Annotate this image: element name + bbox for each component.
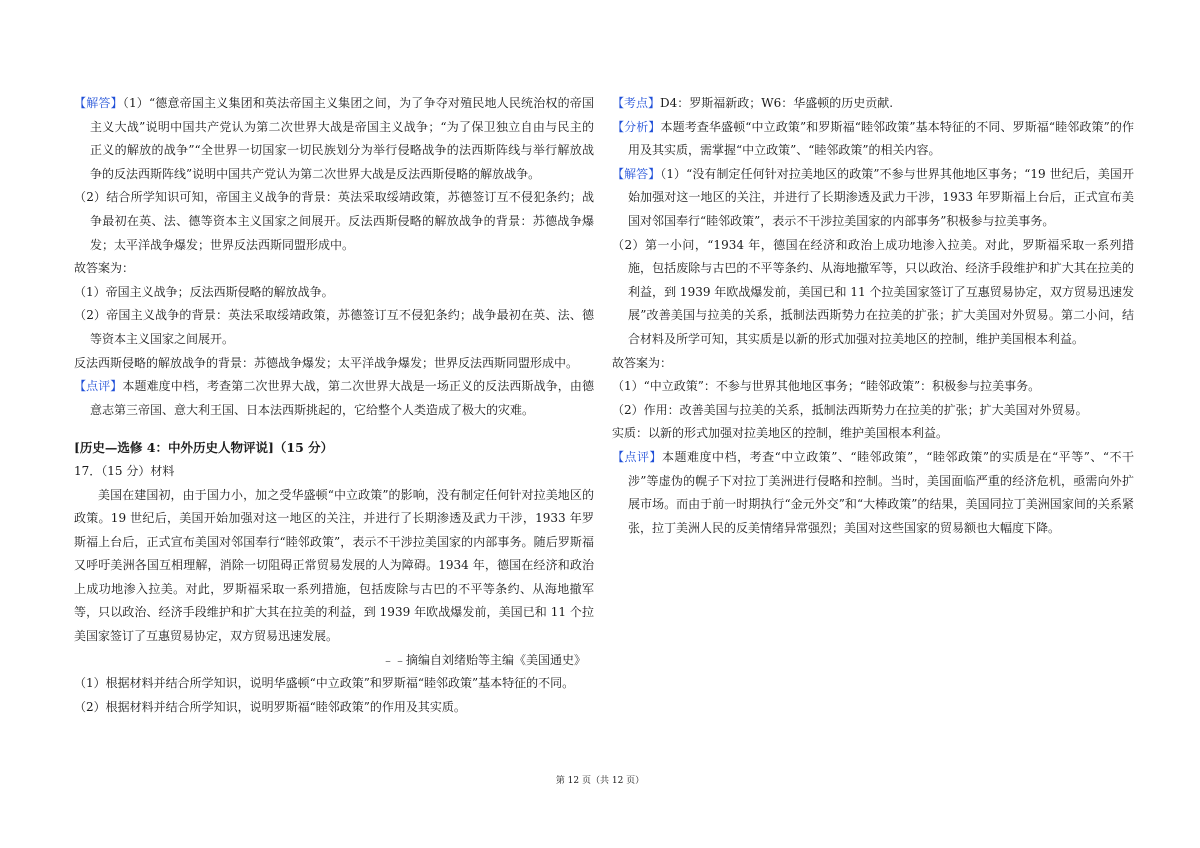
answer-item-1: （1）帝国主义战争；反法西斯侵略的解放战争。 (74, 284, 334, 299)
jieda-tag: 【解答】 (612, 166, 661, 181)
answer-paragraph-2: （2）结合所学知识可知，帝国主义战争的背景：英法采取绥靖政策，苏德签订互不侵犯条约；战争最初在英、法、德等资本主义国家之间展开。反法西斯侵略的解放战争的背景：苏德战争爆发；太平洋战争爆发；世界反法西斯同盟形成中。 (74, 190, 594, 252)
answer-right-3: 实质：以新的形式加强对拉美地区的控制，维护美国根本利益。 (612, 426, 949, 441)
dianping-tag: 【点评】 (612, 449, 663, 464)
fenxi-tag: 【分析】 (612, 119, 661, 134)
answer-label-right: 故答案为： (612, 355, 673, 370)
question-2: （2）根据材料并结合所学知识，说明罗斯福“睦邻政策”的作用及其实质。 (74, 699, 466, 714)
answer-label: 故答案为： (74, 261, 135, 276)
question-1: （1）根据材料并结合所学知识，说明华盛顿“中立政策”和罗斯福“睦邻政策”基本特征的不同。 (74, 676, 575, 691)
jieda-paragraph-2: （2）第一小问，“1934 年，德国在经济和政治上成功地渗入拉美。对此，罗斯福采取一系列措施，包括废除与古巴的不平等条约、从海地撤军等，只以政治、经济手段维护和扩大其在拉美的利益，到 1939 年欧战爆发前，美国已和 11 个拉美国家签订了互惠贸易协定，双方贸易迅速发展”改善美国与拉美的关系，抵制法西斯势力在拉美的扩张；扩大美国对外贸易。第二小问，结合材料及所学可知，其实质是以新的形式加强对拉美地区的控制，维护美国根本利益。 (612, 237, 1134, 346)
kaodian-tag: 【考点】 (612, 96, 661, 110)
section-title: [历史—选修 4：中外历史人物评说]（15 分） (74, 440, 334, 456)
answer-item-2: （2）帝国主义战争的背景：英法采取绥靖政策，苏德签订互不侵犯条约；战争最初在英、法、德等资本主义国家之间展开。 (74, 308, 594, 346)
answer-right-2: （2）作用：改善美国与拉美的关系，抵制法西斯势力在拉美的扩张；扩大美国对外贸易。 (612, 402, 1088, 417)
answer-paragraph-1: 【解答】（1）“德意帝国主义集团和英法帝国主义集团之间，为了争夺对殖民地人民统治权的帝国主义大战”说明中国共产党认为第二次世界大战是帝国主义战争；“为了保卫独立自由与民主的正义的解放的战争”“全世界一切国家一切民族划分为举行侵略战争的法西斯阵线与举行解放战争的反法西斯阵线”说明中国共产党认为第二次世界大战是反法西斯侵略的解放战争。 (74, 96, 594, 181)
material-text: 美国在建国初，由于国力小，加之受华盛顿“中立政策”的影响，没有制定任何针对拉美地区的政策。19 世纪后，美国开始加强对这一地区的关注，并进行了长期渗透及武力干涉，1933 年罗斯福上台后，正式宣布美国对邻国奉行“睦邻政策”，表示不干涉拉美国家的内部事务。随后罗斯福又呼吁美洲各国互相理解，消除一切阻碍正常贸易发展的人为障碍。1934 年，德国在经济和政治上成功地渗入拉美。对此，罗斯福采取一系列措施，包括废除与古巴的不平等条约、从海地撤军等，只以政治、经济手段维护和扩大其在拉美的利益，到 1939 年欧战爆发前，美国已和 11 个拉美国家签订了互惠贸易协定，双方贸易迅速发展。 (74, 487, 594, 644)
page-footer: 第 12 页（共 12 页） (555, 776, 645, 786)
answer-tag: 【解答】 (74, 96, 123, 110)
jieda-paragraph-1: 【解答】（1）“没有制定任何针对拉美地区的政策”不参与世界其他地区事务；“19 世纪后，美国开始加强对这一地区的关注，并进行了长期渗透及武力干涉，1933 年罗斯福上台后，正式宣布美国对邻国奉行“睦邻政策”，表示不干涉拉美国家的内部事务”积极参与拉美事务。 (612, 166, 1134, 228)
question-header: 17．（15 分）材料 (74, 463, 175, 478)
answer-item-3: 反法西斯侵略的解放战争的背景：苏德战争爆发；太平洋战争爆发；世界反法西斯同盟形成中。 (74, 355, 579, 370)
fenxi-paragraph: 【分析】本题考查华盛顿“中立政策”和罗斯福“睦邻政策”基本特征的不同、罗斯福“睦邻政策”的作用及其实质，需掌握“中立政策”、“睦邻政策”的相关内容。 (612, 119, 1134, 158)
answer-right-1: （1）“中立政策”：不参与世界其他地区事务；“睦邻政策”：积极参与拉美事务。 (612, 379, 1041, 394)
material-source: ﹣﹣摘编自刘绪贻等主编《美国通史》 (381, 652, 586, 667)
dianping-paragraph: 【点评】本题难度中档，考查“中立政策”、“睦邻政策”，“睦邻政策”的实质是在“平等”、“不干涉”等虚伪的幌子下对拉丁美洲进行侵略和控制。当时，美国面临严重的经济危机，亟需向外扩展市场。而由于前一时期执行“金元外交”和“大棒政策”的结果，美国同拉丁美洲国家间的关系紧张，拉丁美洲人民的反美情绪异常强烈；美国对这些国家的贸易额也大幅度下降。 (612, 449, 1134, 535)
comment-tag: 【点评】 (74, 379, 123, 394)
comment-paragraph: 【点评】本题难度中档，考查第二次世界大战，第二次世界大战是一场正义的反法西斯战争，由德意志第三帝国、意大利王国、日本法西斯挑起的，它给整个人类造成了极大的灾难。 (74, 379, 594, 417)
right-column (612, 92, 1134, 540)
left-column (74, 92, 594, 719)
kaodian-paragraph: 【考点】D4：罗斯福新政；W6：华盛顿的历史贡献. (612, 96, 894, 110)
